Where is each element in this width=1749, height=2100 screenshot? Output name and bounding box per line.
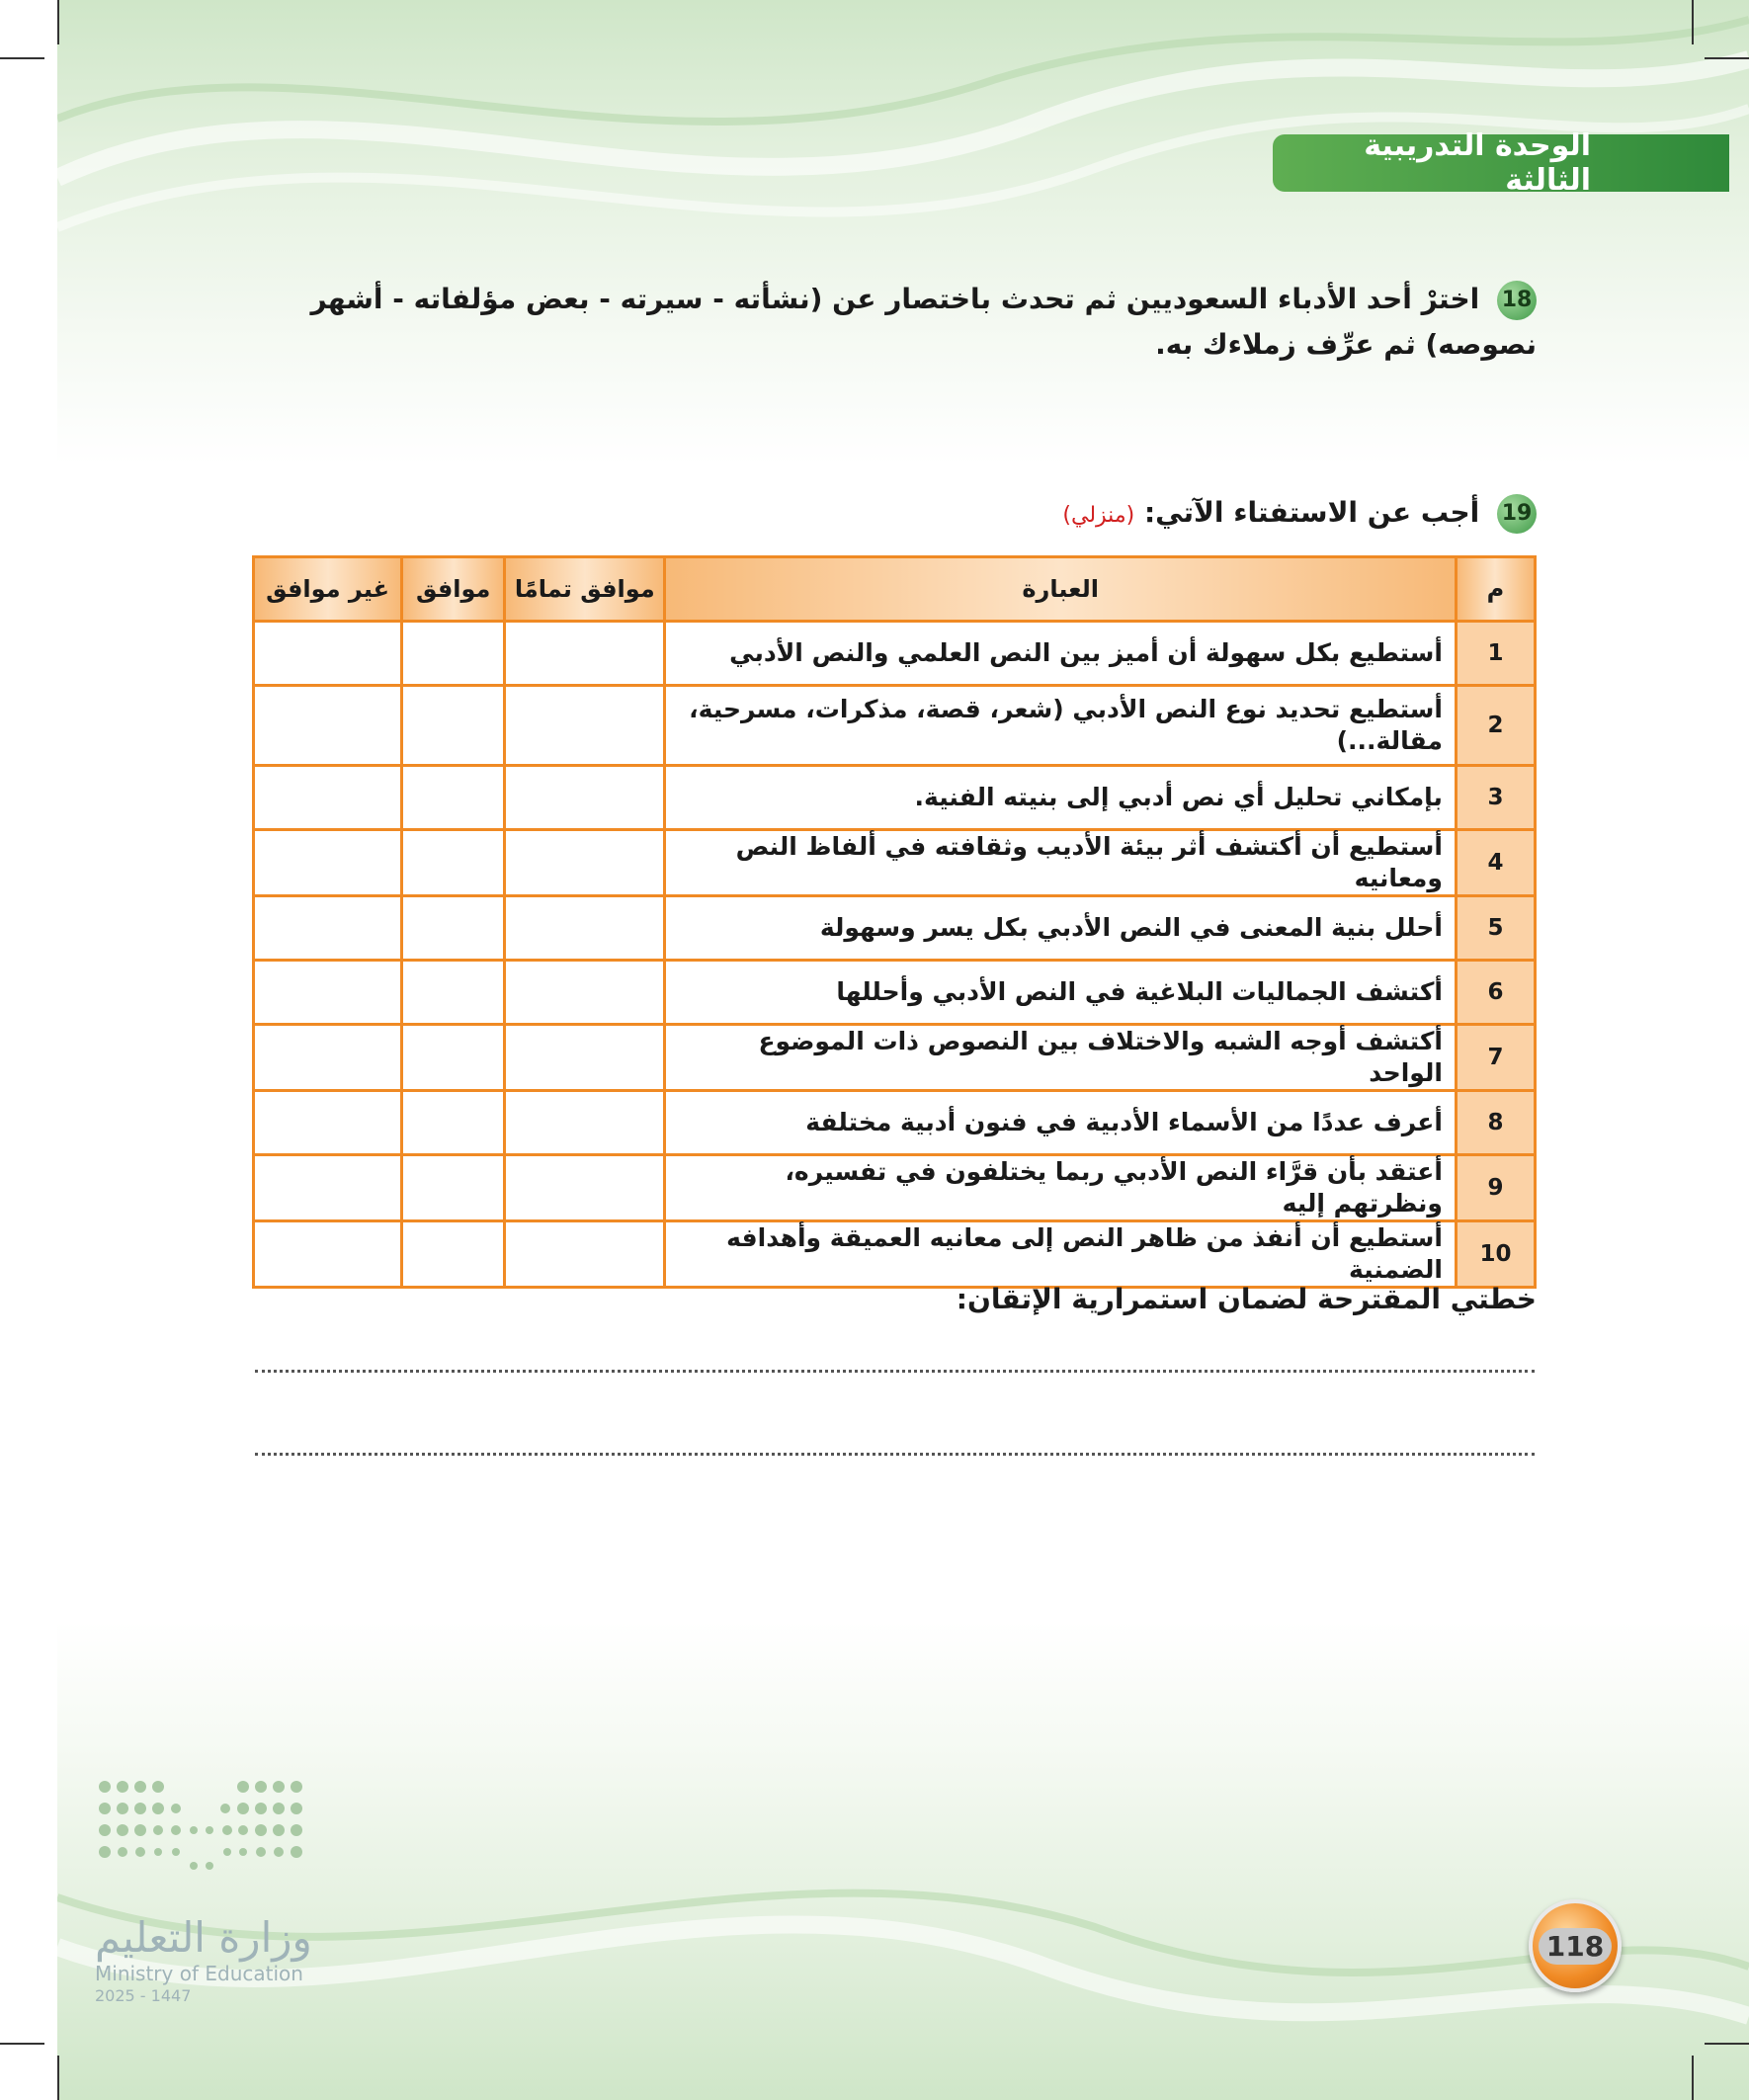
unit-title-banner xyxy=(1273,128,1729,198)
cell-disagree[interactable] xyxy=(254,830,402,896)
header-num: م xyxy=(1456,557,1535,622)
survey-table xyxy=(252,555,1537,1289)
ministry-name-en: Ministry of Education xyxy=(95,1962,303,1985)
question-text: أجب عن الاستفتاء الآتي: xyxy=(1143,496,1480,529)
row-statement: أعرف عددًا من الأسماء الأدبية في فنون أدبية مختلفة xyxy=(665,1091,1457,1155)
ministry-logo-icon xyxy=(95,1775,307,1908)
cell-agree[interactable] xyxy=(402,1221,505,1288)
cell-agree[interactable] xyxy=(402,961,505,1025)
row-number: 3 xyxy=(1456,766,1535,830)
cell-strongly-agree[interactable] xyxy=(505,830,665,896)
table-row xyxy=(254,686,1536,766)
homework-tag: (منزلي) xyxy=(1062,503,1135,528)
cell-disagree[interactable] xyxy=(254,766,402,830)
crop-mark xyxy=(0,2043,44,2045)
table-row xyxy=(254,766,1536,830)
row-statement: أستطيع بكل سهولة أن أميز بين النص العلمي والنص الأدبي xyxy=(665,622,1457,686)
plan-heading: خطتي المقترحة لضمان استمرارية الإتقان: xyxy=(956,1283,1537,1315)
table-row xyxy=(254,961,1536,1025)
cell-agree[interactable] xyxy=(402,896,505,961)
ministry-name-ar: وزارة التعليم xyxy=(95,1913,312,1962)
table-row xyxy=(254,1155,1536,1221)
answer-line[interactable] xyxy=(255,1370,1535,1373)
row-statement: أستطيع تحديد نوع النص الأدبي (شعر، قصة، مذكرات، مسرحية، مقالة...) xyxy=(665,686,1457,766)
crop-mark xyxy=(0,57,44,59)
row-number: 5 xyxy=(1456,896,1535,961)
answer-line[interactable] xyxy=(255,1453,1535,1456)
row-number: 9 xyxy=(1456,1155,1535,1221)
header-strongly-agree: موافق تمامًا xyxy=(505,557,665,622)
edition-year: 2025 - 1447 xyxy=(95,1986,192,2005)
cell-disagree[interactable] xyxy=(254,686,402,766)
row-number: 8 xyxy=(1456,1091,1535,1155)
question-19 xyxy=(647,490,1537,539)
table-header-row xyxy=(254,557,1536,622)
cell-agree[interactable] xyxy=(402,1025,505,1091)
cell-disagree[interactable] xyxy=(254,1155,402,1221)
unit-title: الوحدة التدريبية الثالثة xyxy=(1364,128,1591,198)
cell-strongly-agree[interactable] xyxy=(505,686,665,766)
cell-strongly-agree[interactable] xyxy=(505,766,665,830)
cell-disagree[interactable] xyxy=(254,1025,402,1091)
cell-strongly-agree[interactable] xyxy=(505,961,665,1025)
cell-agree[interactable] xyxy=(402,766,505,830)
crop-mark xyxy=(57,0,59,44)
row-statement: أكتشف الجماليات البلاغية في النص الأدبي وأحللها xyxy=(665,961,1457,1025)
cell-agree[interactable] xyxy=(402,1091,505,1155)
row-number: 10 xyxy=(1456,1221,1535,1288)
question-number-badge: 19 xyxy=(1497,494,1537,534)
row-statement: أستطيع أن أكتشف أثر بيئة الأديب وثقافته في ألفاظ النص ومعانيه xyxy=(665,830,1457,896)
crop-mark xyxy=(1705,57,1749,59)
cell-strongly-agree[interactable] xyxy=(505,1091,665,1155)
row-statement: أعتقد بأن قرَّاء النص الأدبي ربما يختلفون في تفسيره، ونظرتهم إليه xyxy=(665,1155,1457,1221)
cell-disagree[interactable] xyxy=(254,896,402,961)
row-statement: أحلل بنية المعنى في النص الأدبي بكل يسر وسهولة xyxy=(665,896,1457,961)
page-number-badge xyxy=(1529,1899,1622,1992)
row-statement: بإمكاني تحليل أي نص أدبي إلى بنيته الفنية. xyxy=(665,766,1457,830)
row-number: 6 xyxy=(1456,961,1535,1025)
cell-disagree[interactable] xyxy=(254,961,402,1025)
crop-mark xyxy=(57,2056,59,2100)
cell-agree[interactable] xyxy=(402,686,505,766)
cell-agree[interactable] xyxy=(402,1155,505,1221)
row-number: 7 xyxy=(1456,1025,1535,1091)
cell-agree[interactable] xyxy=(402,622,505,686)
table-row xyxy=(254,830,1536,896)
header-disagree: غير موافق xyxy=(254,557,402,622)
question-text: اخترْ أحد الأدباء السعوديين ثم تحدث باختصار عن (نشأته - سيرته - بعض مؤلفاته - أشهر نصوصه) ثم عرِّف زملاءك به. xyxy=(310,283,1537,361)
cell-strongly-agree[interactable] xyxy=(505,1155,665,1221)
cell-agree[interactable] xyxy=(402,830,505,896)
crop-mark xyxy=(1692,0,1694,44)
cell-disagree[interactable] xyxy=(254,622,402,686)
crop-mark xyxy=(1692,2056,1694,2100)
table-row xyxy=(254,1091,1536,1155)
crop-mark xyxy=(1705,2043,1749,2045)
page-number: 118 xyxy=(1539,1928,1612,1965)
table-row xyxy=(254,1221,1536,1288)
question-18 xyxy=(212,277,1537,368)
table-row xyxy=(254,622,1536,686)
header-statement: العبارة xyxy=(665,557,1457,622)
cell-strongly-agree[interactable] xyxy=(505,1025,665,1091)
row-statement: أكتشف أوجه الشبه والاختلاف بين النصوص ذات الموضوع الواحد xyxy=(665,1025,1457,1091)
row-number: 2 xyxy=(1456,686,1535,766)
cell-disagree[interactable] xyxy=(254,1221,402,1288)
row-number: 4 xyxy=(1456,830,1535,896)
header-agree: موافق xyxy=(402,557,505,622)
row-number: 1 xyxy=(1456,622,1535,686)
cell-strongly-agree[interactable] xyxy=(505,1221,665,1288)
cell-disagree[interactable] xyxy=(254,1091,402,1155)
question-number-badge: 18 xyxy=(1497,281,1537,320)
table-row xyxy=(254,1025,1536,1091)
table-row xyxy=(254,896,1536,961)
cell-strongly-agree[interactable] xyxy=(505,896,665,961)
row-statement: أستطيع أن أنفذ من ظاهر النص إلى معانيه العميقة وأهدافه الضمنية xyxy=(665,1221,1457,1288)
cell-strongly-agree[interactable] xyxy=(505,622,665,686)
